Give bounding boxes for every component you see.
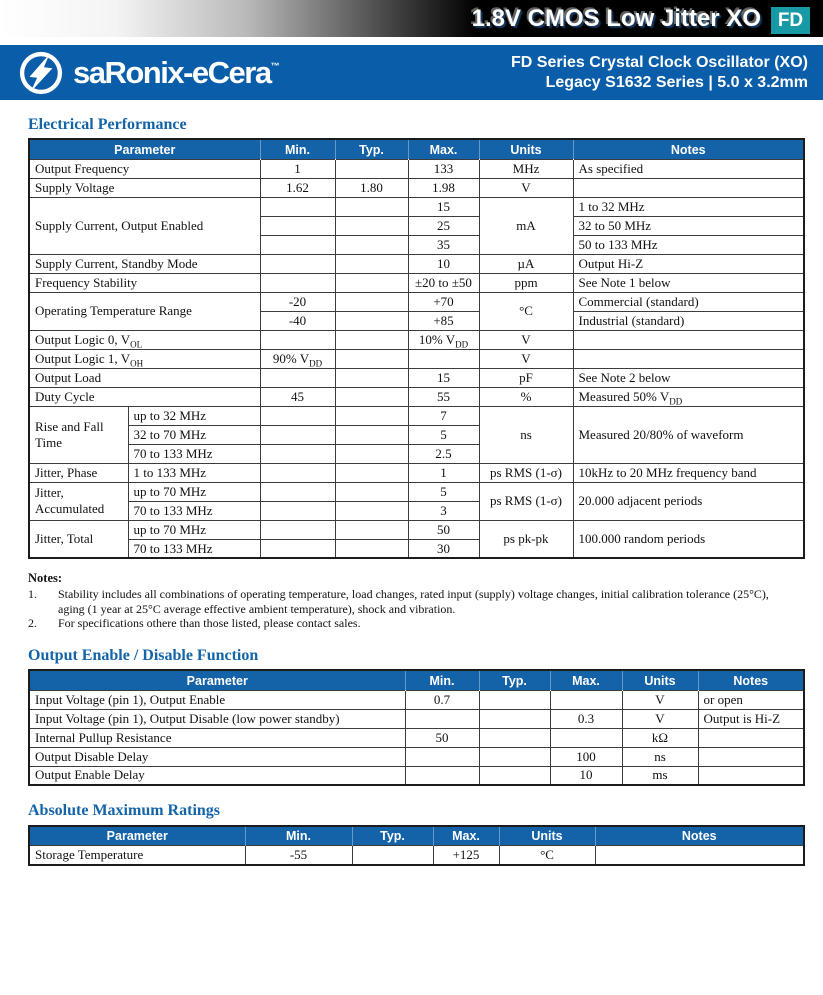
cell-units: MHz	[479, 159, 573, 178]
cell-max: 30	[408, 539, 479, 558]
cell-units: ns	[622, 747, 698, 766]
row-output-load	[29, 368, 804, 387]
cell-min	[405, 709, 479, 728]
cell-typ	[335, 197, 408, 216]
cell-min: 0.7	[405, 690, 479, 709]
cell-range: up to 70 MHz	[128, 520, 260, 539]
cell-min: 45	[260, 387, 335, 406]
col-header-min: Min.	[260, 139, 335, 159]
cell-typ	[335, 216, 408, 235]
cell-max: 1	[408, 463, 479, 482]
brand-name: saRonix-eCera	[73, 55, 271, 90]
cell-min	[260, 235, 335, 254]
cell-units: ns	[479, 406, 573, 463]
cell-notes: Commercial (standard)	[573, 292, 804, 311]
col-header-notes: Notes	[698, 670, 804, 690]
cell-typ: 1.80	[335, 178, 408, 197]
cell-typ	[335, 368, 408, 387]
row-supply-current-standby	[29, 254, 804, 273]
cell-notes: 20.000 adjacent periods	[573, 482, 804, 520]
cell-range: 32 to 70 MHz	[128, 425, 260, 444]
series-badge: FD	[771, 7, 810, 34]
cell-min	[260, 520, 335, 539]
absolute-max-ratings-table	[28, 825, 805, 866]
cell-parameter: Supply Current, Output Enabled	[29, 197, 260, 254]
cell-max: 5	[408, 425, 479, 444]
trademark-symbol: ™	[270, 61, 280, 71]
cell-typ	[335, 349, 408, 368]
page-title: 1.8V CMOS Low Jitter XO	[471, 5, 761, 32]
cell-range: 1 to 133 MHz	[128, 463, 260, 482]
cell-max: 50	[408, 520, 479, 539]
row-output-enable-delay	[29, 766, 804, 785]
cell-min: 50	[405, 728, 479, 747]
col-header-parameter: Parameter	[29, 670, 405, 690]
cell-typ	[335, 273, 408, 292]
brand-logo-text	[73, 57, 280, 88]
row-output-logic-0	[29, 330, 804, 349]
cell-notes: 1 to 32 MHz	[573, 197, 804, 216]
cell-units: ps RMS (1-σ)	[479, 463, 573, 482]
cell-notes: Output is Hi-Z	[698, 709, 804, 728]
cell-max: 5	[408, 482, 479, 501]
cell-min	[405, 747, 479, 766]
cell-typ	[335, 463, 408, 482]
cell-parameter: Duty Cycle	[29, 387, 260, 406]
col-header-notes: Notes	[573, 139, 804, 159]
row-jitter-accumulated-1	[29, 482, 804, 501]
cell-max	[408, 349, 479, 368]
cell-units: V	[479, 330, 573, 349]
col-header-units: Units	[499, 826, 595, 846]
col-header-parameter: Parameter	[29, 826, 245, 846]
cell-notes	[573, 330, 804, 349]
cell-units: µA	[479, 254, 573, 273]
cell-typ	[335, 501, 408, 520]
cell-units: pF	[479, 368, 573, 387]
cell-typ	[335, 254, 408, 273]
cell-typ	[479, 728, 550, 747]
cell-notes: As specified	[573, 159, 804, 178]
cell-parameter: Jitter, Accumulated	[29, 482, 128, 520]
param-text: Output Logic 0, V	[35, 331, 131, 347]
row-internal-pullup	[29, 728, 804, 747]
cell-parameter: Rise and Fall Time	[29, 406, 128, 463]
cell-min	[260, 254, 335, 273]
cell-notes: 32 to 50 MHz	[573, 216, 804, 235]
cell-typ	[335, 311, 408, 330]
cell-notes: or open	[698, 690, 804, 709]
cell-typ	[479, 690, 550, 709]
cell-parameter: Jitter, Phase	[29, 463, 128, 482]
notes-section	[28, 571, 788, 631]
cell-min	[260, 501, 335, 520]
row-supply-voltage	[29, 178, 804, 197]
cell-max: 15	[408, 368, 479, 387]
cell-parameter	[29, 349, 260, 368]
cell-parameter	[29, 330, 260, 349]
cell-min	[260, 368, 335, 387]
cell-range: 70 to 133 MHz	[128, 444, 260, 463]
cell-min	[260, 539, 335, 558]
cell-parameter: Frequency Stability	[29, 273, 260, 292]
cell-notes: 50 to 133 MHz	[573, 235, 804, 254]
cell-parameter: Internal Pullup Resistance	[29, 728, 405, 747]
row-output-disable-delay	[29, 747, 804, 766]
cell-parameter: Output Load	[29, 368, 260, 387]
cell-max: +85	[408, 311, 479, 330]
row-input-voltage-enable	[29, 690, 804, 709]
min-text: 90% V	[272, 350, 310, 366]
cell-min: -20	[260, 292, 335, 311]
cell-parameter: Output Disable Delay	[29, 747, 405, 766]
product-line-1: FD Series Crystal Clock Oscillator (XO)	[511, 53, 808, 71]
cell-typ	[335, 406, 408, 425]
col-header-typ: Typ.	[479, 670, 550, 690]
cell-min	[260, 349, 335, 368]
cell-max: ±20 to ±50	[408, 273, 479, 292]
param-text: Output Logic 1, V	[35, 350, 131, 366]
row-operating-temp-1	[29, 292, 804, 311]
cell-notes: 10kHz to 20 MHz frequency band	[573, 463, 804, 482]
col-header-units: Units	[479, 139, 573, 159]
cell-units: ps RMS (1-σ)	[479, 482, 573, 520]
cell-units: °C	[499, 846, 595, 865]
note-item-2	[28, 616, 788, 631]
cell-units: V	[479, 178, 573, 197]
top-banner	[0, 0, 823, 37]
cell-typ	[335, 444, 408, 463]
cell-range: 70 to 133 MHz	[128, 501, 260, 520]
cell-range: up to 32 MHz	[128, 406, 260, 425]
col-header-max: Max.	[550, 670, 622, 690]
section-title-output-enable: Output Enable / Disable Function	[28, 646, 259, 664]
col-header-min: Min.	[405, 670, 479, 690]
cell-typ	[479, 747, 550, 766]
cell-notes: See Note 1 below	[573, 273, 804, 292]
notes-subscript: DD	[669, 396, 683, 407]
param-subscript: OL	[130, 339, 143, 350]
cell-max: 100	[550, 747, 622, 766]
cell-units: %	[479, 387, 573, 406]
cell-range: up to 70 MHz	[128, 482, 260, 501]
cell-units: V	[479, 349, 573, 368]
cell-max: +70	[408, 292, 479, 311]
cell-notes	[698, 747, 804, 766]
cell-typ	[335, 330, 408, 349]
cell-notes	[573, 387, 804, 406]
cell-max: 55	[408, 387, 479, 406]
cell-min	[260, 482, 335, 501]
notes-text: Measured 50% V	[578, 388, 670, 404]
brand-bar	[0, 45, 823, 100]
cell-notes	[573, 178, 804, 197]
cell-notes: Measured 20/80% of waveform	[573, 406, 804, 463]
cell-max	[550, 690, 622, 709]
cell-max: 133	[408, 159, 479, 178]
cell-parameter: Storage Temperature	[29, 846, 245, 865]
page-content	[0, 116, 803, 866]
row-frequency-stability	[29, 273, 804, 292]
cell-typ	[335, 482, 408, 501]
col-header-parameter: Parameter	[29, 139, 260, 159]
cell-parameter: Input Voltage (pin 1), Output Disable (low power standby)	[29, 709, 405, 728]
cell-units: ps pk-pk	[479, 520, 573, 558]
table-header-row	[29, 670, 804, 690]
output-enable-table	[28, 669, 805, 786]
cell-typ	[335, 235, 408, 254]
cell-parameter: Output Enable Delay	[29, 766, 405, 785]
cell-typ	[335, 387, 408, 406]
cell-min: -40	[260, 311, 335, 330]
cell-max: 1.98	[408, 178, 479, 197]
col-header-units: Units	[622, 670, 698, 690]
cell-min: 1	[260, 159, 335, 178]
cell-max: 2.5	[408, 444, 479, 463]
note-item-1	[28, 587, 788, 616]
cell-parameter: Output Frequency	[29, 159, 260, 178]
cell-max: 10	[408, 254, 479, 273]
cell-typ	[352, 846, 433, 865]
brand-logo	[18, 50, 280, 96]
notes-title: Notes:	[28, 571, 63, 586]
cell-parameter: Supply Current, Standby Mode	[29, 254, 260, 273]
cell-notes	[573, 349, 804, 368]
cell-max	[408, 330, 479, 349]
cell-notes	[698, 766, 804, 785]
note-number: 1.	[28, 587, 37, 602]
table-header-row	[29, 826, 804, 846]
electrical-performance-table	[28, 138, 805, 559]
row-storage-temperature	[29, 846, 804, 865]
param-subscript: OH	[130, 358, 144, 369]
max-subscript: DD	[455, 339, 469, 350]
col-header-min: Min.	[245, 826, 352, 846]
cell-notes	[595, 846, 804, 865]
product-line-2: Legacy S1632 Series | 5.0 x 3.2mm	[545, 73, 808, 91]
cell-notes: See Note 2 below	[573, 368, 804, 387]
cell-typ	[335, 159, 408, 178]
cell-parameter: Jitter, Total	[29, 520, 128, 558]
cell-parameter: Input Voltage (pin 1), Output Enable	[29, 690, 405, 709]
cell-min	[260, 273, 335, 292]
cell-min: -55	[245, 846, 352, 865]
cell-units: kΩ	[622, 728, 698, 747]
col-header-max: Max.	[408, 139, 479, 159]
max-text: 10% V	[418, 331, 456, 347]
cell-min	[405, 766, 479, 785]
col-header-typ: Typ.	[335, 139, 408, 159]
product-title	[511, 53, 808, 93]
cell-units: mA	[479, 197, 573, 254]
cell-min	[260, 463, 335, 482]
cell-max: 35	[408, 235, 479, 254]
col-header-typ: Typ.	[352, 826, 433, 846]
cell-notes: 100.000 random periods	[573, 520, 804, 558]
cell-min	[260, 330, 335, 349]
cell-units: V	[622, 709, 698, 728]
note-text: Stability includes all combinations of operating temperature, load changes, rated input (supply) voltage changes, initial calibration tolerance (25°C), aging (1 year at 25°C average effective ambient temperature), shock and vibration.	[58, 587, 769, 616]
row-jitter-phase	[29, 463, 804, 482]
table-header-row	[29, 139, 804, 159]
cell-max: 7	[408, 406, 479, 425]
cell-units: ms	[622, 766, 698, 785]
note-text: For specifications othere than those listed, please contact sales.	[58, 616, 361, 631]
cell-typ	[335, 425, 408, 444]
cell-typ	[335, 292, 408, 311]
row-output-frequency	[29, 159, 804, 178]
cell-max	[550, 728, 622, 747]
cell-max: 15	[408, 197, 479, 216]
lightning-bolt-circle-icon	[18, 50, 64, 96]
cell-max: 10	[550, 766, 622, 785]
cell-min	[260, 197, 335, 216]
row-input-voltage-disable	[29, 709, 804, 728]
cell-parameter: Supply Voltage	[29, 178, 260, 197]
cell-max: +125	[433, 846, 499, 865]
cell-min	[260, 406, 335, 425]
cell-units: V	[622, 690, 698, 709]
cell-typ	[335, 539, 408, 558]
cell-units: ppm	[479, 273, 573, 292]
cell-max: 0.3	[550, 709, 622, 728]
row-rise-fall-1	[29, 406, 804, 425]
cell-typ	[335, 520, 408, 539]
row-output-logic-1	[29, 349, 804, 368]
cell-typ	[479, 766, 550, 785]
cell-max: 3	[408, 501, 479, 520]
cell-min	[260, 216, 335, 235]
cell-typ	[479, 709, 550, 728]
cell-min	[260, 444, 335, 463]
cell-parameter: Operating Temperature Range	[29, 292, 260, 330]
note-number: 2.	[28, 616, 37, 631]
row-jitter-total-1	[29, 520, 804, 539]
section-title-electrical: Electrical Performance	[28, 116, 187, 133]
cell-max: 25	[408, 216, 479, 235]
min-subscript: DD	[309, 358, 323, 369]
cell-notes: Output Hi-Z	[573, 254, 804, 273]
cell-min	[260, 425, 335, 444]
col-header-max: Max.	[433, 826, 499, 846]
cell-min: 1.62	[260, 178, 335, 197]
section-title-abs-max: Absolute Maximum Ratings	[28, 802, 221, 820]
col-header-notes: Notes	[595, 826, 804, 846]
cell-range: 70 to 133 MHz	[128, 539, 260, 558]
cell-notes: Industrial (standard)	[573, 311, 804, 330]
row-supply-current-enabled-1	[29, 197, 804, 216]
cell-units: °C	[479, 292, 573, 330]
row-duty-cycle	[29, 387, 804, 406]
cell-notes	[698, 728, 804, 747]
